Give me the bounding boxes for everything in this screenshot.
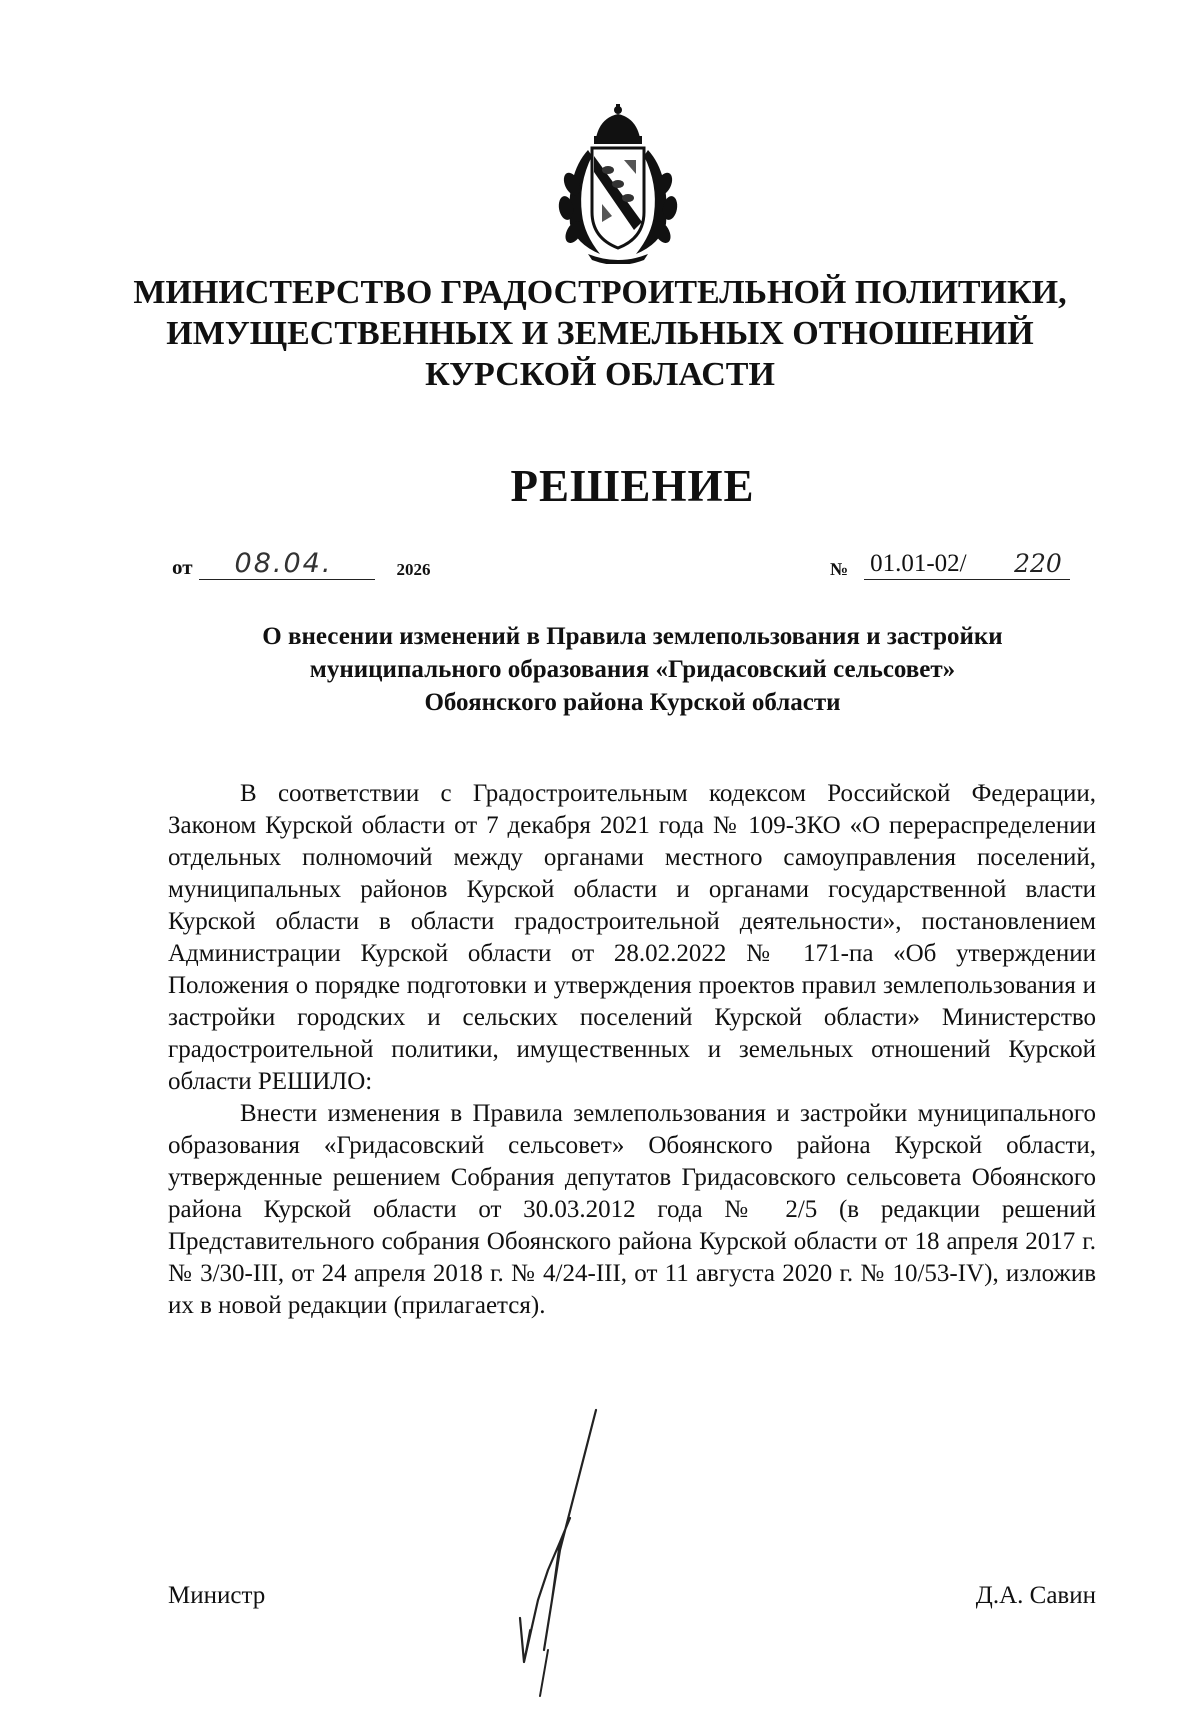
ministry-name xyxy=(100,272,1100,395)
document-body xyxy=(168,778,1096,1322)
coat-of-arms-icon xyxy=(548,104,688,264)
date-prefix: от xyxy=(172,555,193,579)
subject-line: Обоянского района Курской области xyxy=(424,689,841,716)
ministry-name-line: МИНИСТЕРСТВО ГРАДОСТРОИТЕЛЬНОЙ ПОЛИТИКИ, xyxy=(133,274,1067,311)
document-subject xyxy=(100,620,1165,719)
signatory-role: Министр xyxy=(168,1582,266,1609)
number-sign: № xyxy=(830,559,849,579)
subject-line: О внесении изменений в Правила землепользования и застройки xyxy=(262,623,1003,650)
handwritten-signature-icon xyxy=(500,1400,610,1700)
document-date xyxy=(172,540,431,580)
body-paragraph: Внести изменения в Правила землепользования и застройки муниципального образования «Гридасовский сельсовет» Обоянского района Курской области, утвержденные решением Собрания депутатов Гридасовского сельсовета Обоянского района Курской области от 30.03.2012 года № 2/5 (в редакции решений Представительного собрания Обоянского района Курской области от 18 апреля 2017 г. № 3/30-III, от 24 апреля 2018 г. № 4/24-III, от 11 августа 2020 г. № 10/53-IV), изложив их в новой редакции (прилагается). xyxy=(168,1100,1096,1319)
signatory-name: Д.А. Савин xyxy=(975,1582,1096,1609)
body-paragraph: В соответствии с Градостроительным кодексом Российской Федерации, Законом Курской области от 7 декабря 2021 года № 109-ЗКО «О перераспределении отдельных полномочий между органами местного самоуправления поселений, муниципальных районов Курской области и органами государственной власти Курской области в области градостроительной деятельности», постановлением Администрации Курской области от 28.02.2022 № 171-па «Об утверждении Положения о порядке подготовки и утверждения проектов правил землепользования и застройки городских и сельских поселений Курской области» Министерство градостроительной политики, имущественных и земельных отношений Курской области РЕШИЛО: xyxy=(168,780,1096,1095)
ministry-name-line: КУРСКОЙ ОБЛАСТИ xyxy=(425,356,775,393)
date-field xyxy=(199,545,375,580)
subject-line: муниципального образования «Гридасовский сельсовет» xyxy=(309,656,956,683)
ministry-name-line: ИМУЩЕСТВЕННЫХ И ЗЕМЕЛЬНЫХ ОТНОШЕНИЙ xyxy=(166,315,1034,352)
document-type-title: РЕШЕНИЕ xyxy=(510,461,755,511)
date-handwritten: 08.04. xyxy=(234,548,333,579)
number-prefix: 01.01-02/ xyxy=(870,550,967,577)
number-handwritten: 220 xyxy=(1014,549,1062,578)
document-number xyxy=(830,540,1070,580)
number-field xyxy=(864,545,1070,580)
date-year: 2026 xyxy=(396,560,431,579)
